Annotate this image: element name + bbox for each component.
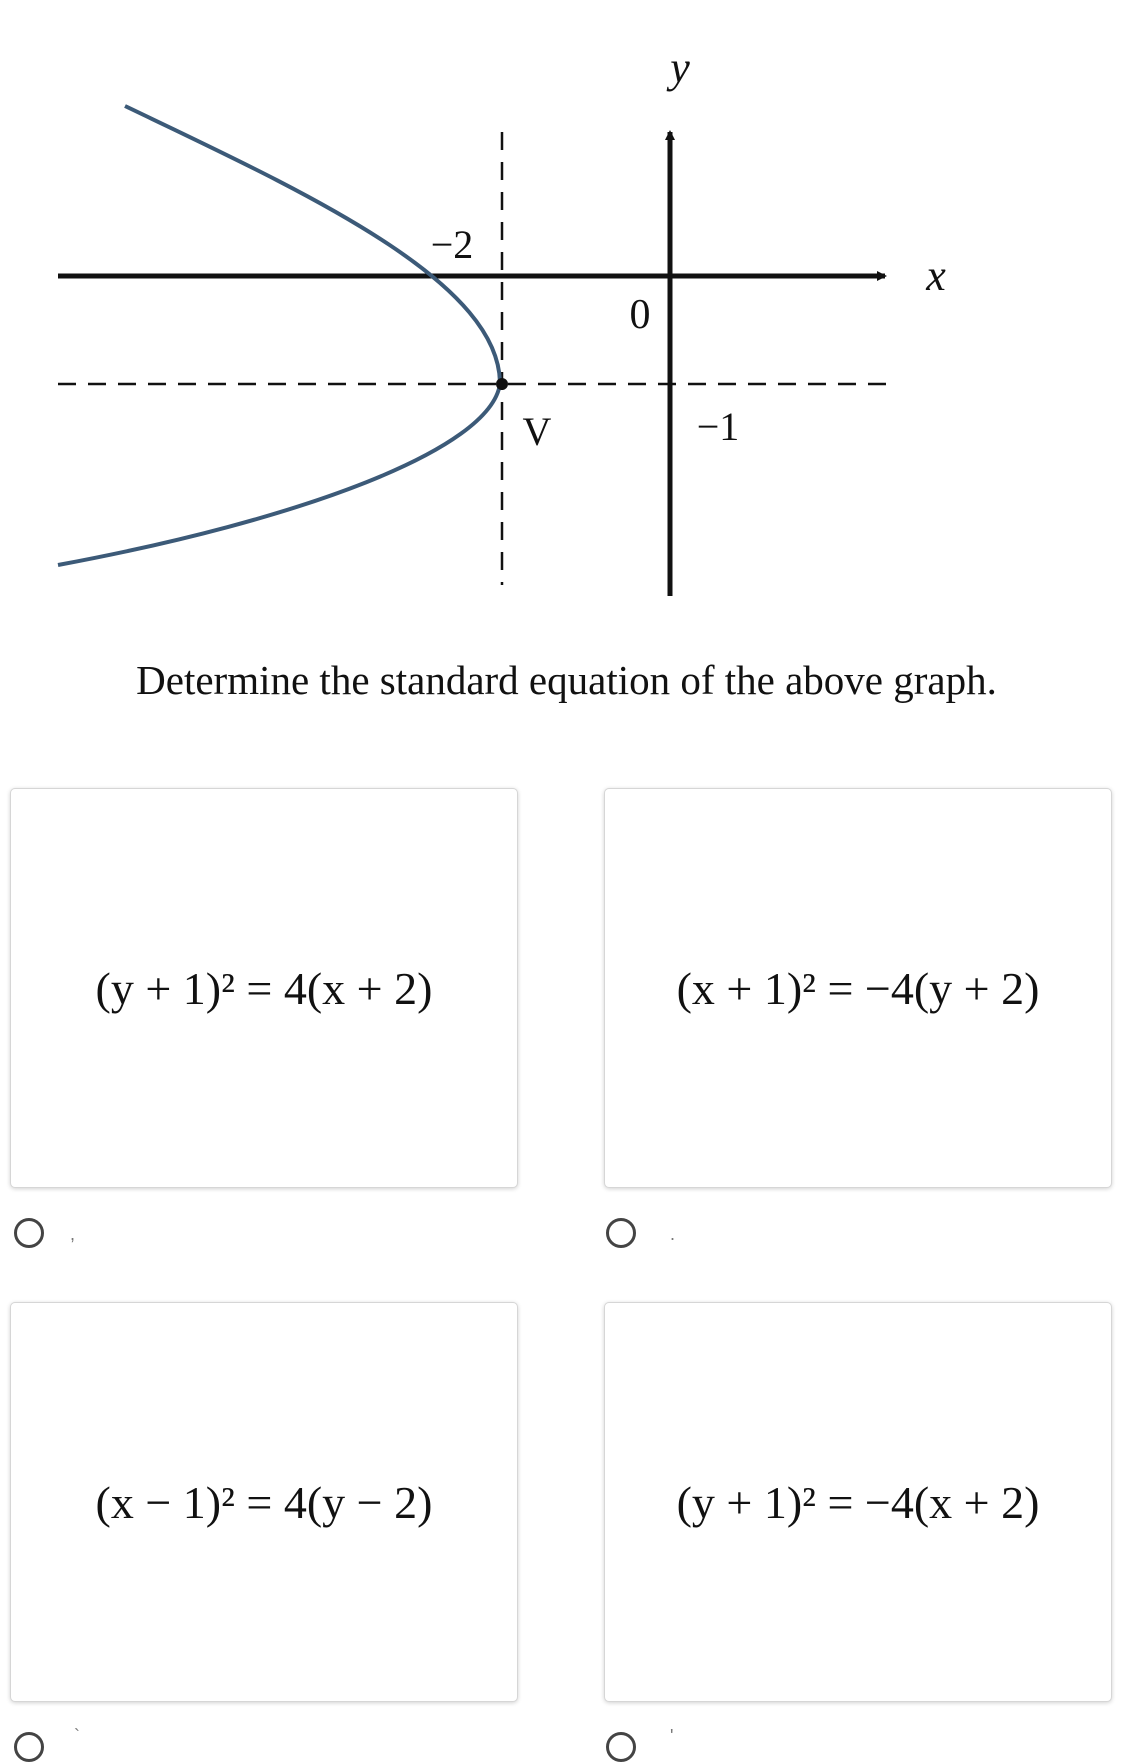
- option-radio-c[interactable]: [14, 1732, 44, 1762]
- parabola-curve: [58, 106, 500, 565]
- vertex-point: [496, 378, 508, 390]
- origin-label: 0: [629, 292, 651, 338]
- y-axis-label: y: [670, 43, 690, 92]
- option-equation: (x + 1)² = −4(y + 2): [676, 962, 1040, 1014]
- option-mark: .: [670, 1224, 676, 1244]
- option-mark: ,: [70, 1224, 76, 1244]
- option-equation: (x − 1)² = 4(y − 2): [95, 1476, 433, 1528]
- x-axis-label: x: [926, 251, 946, 300]
- option-card-d[interactable]: [604, 1302, 1112, 1702]
- option-equation: (y + 1)² = 4(x + 2): [95, 962, 433, 1014]
- option-mark: ': [670, 1726, 674, 1746]
- question-text: Determine the standard equation of the above graph.: [136, 657, 997, 703]
- y-tick-label: −1: [696, 404, 740, 449]
- option-card-a[interactable]: [10, 788, 518, 1188]
- option-equation: (y + 1)² = −4(x + 2): [676, 1476, 1040, 1528]
- option-mark: `: [74, 1726, 80, 1746]
- option-radio-d[interactable]: [606, 1732, 636, 1762]
- option-radio-b[interactable]: [606, 1218, 636, 1248]
- option-radio-a[interactable]: [14, 1218, 44, 1248]
- option-card-b[interactable]: [604, 788, 1112, 1188]
- parabola-graph: [0, 0, 1133, 620]
- option-card-c[interactable]: [10, 1302, 518, 1702]
- vertex-label: V: [522, 409, 552, 454]
- x-tick-label: −2: [430, 222, 474, 267]
